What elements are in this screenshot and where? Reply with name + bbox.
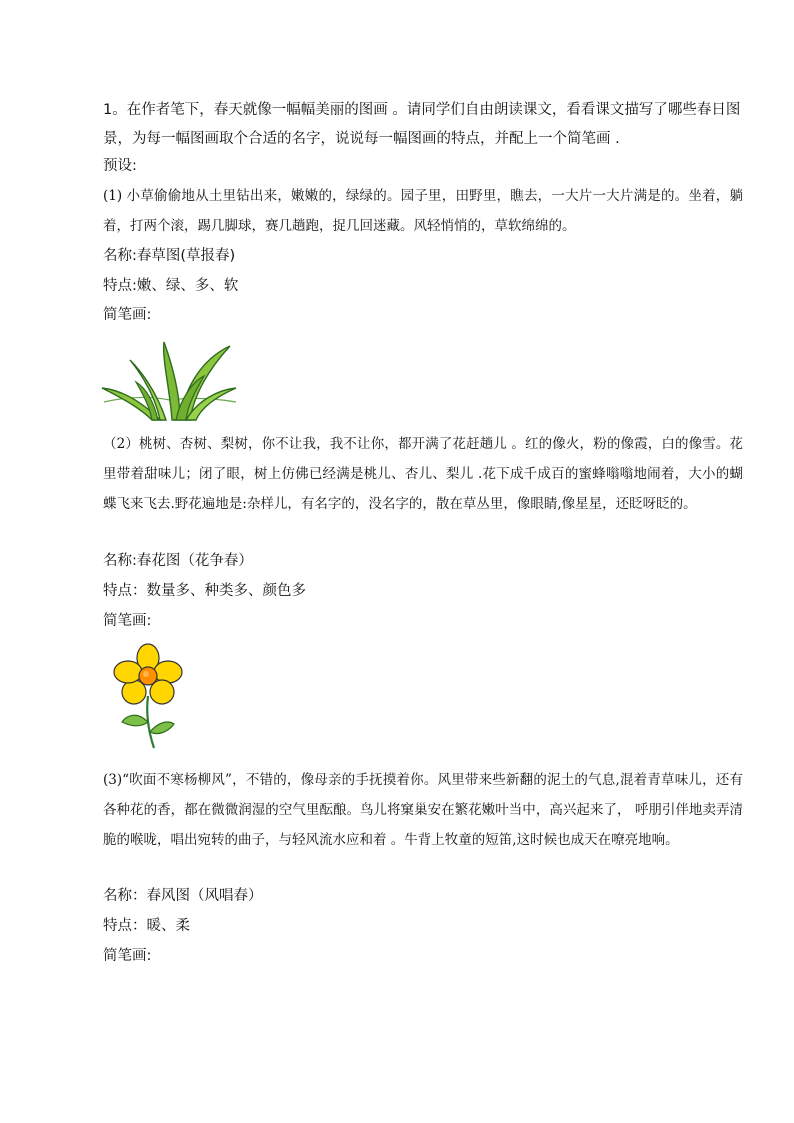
intro-paragraph: 1。在作者笔下，春天就像一幅幅美丽的图画 。请同学们自由朗读课文，看看课文描写了哪些春日图景，为每一幅图画取个合适的名字，说说每一幅图画的特点，并配上一个简笔画 . bbox=[103, 102, 741, 147]
section-3-feature: 特点：暖、柔 bbox=[103, 918, 190, 934]
section-1-name: 名称:春草图(草报春) bbox=[103, 248, 236, 264]
preset-label: 预设: bbox=[103, 158, 137, 174]
flower-sketch-icon bbox=[110, 640, 190, 752]
section-3-sketch-label: 简笔画: bbox=[103, 948, 152, 964]
section-2-feature: 特点：数量多、种类多、颜色多 bbox=[103, 583, 306, 599]
section-2-name: 名称:春花图（花争春） bbox=[103, 553, 253, 569]
section-3-text: (3)“吹面不寒杨柳风”，不错的，像母亲的手抚摸着你。风里带来些新翻的泥土的气息,混着青草味儿，还有各种花的香，都在微微润湿的空气里酝酿。鸟儿将窠巢安在繁花嫩叶当中，高兴起来了， 呼朋引伴地卖弄清脆的喉咙，唱出宛转的曲子，与轻风流水应和着 。牛背上牧童的短笛,这时候也成天在嘹亮地响。 bbox=[103, 772, 743, 848]
section-3-name: 名称：春风图（风唱春） bbox=[103, 888, 263, 904]
grass-sketch-icon bbox=[100, 340, 240, 422]
section-2-sketch-label: 简笔画: bbox=[103, 613, 152, 629]
section-2-text: （2）桃树、杏树、梨树，你不让我，我不让你，都开满了花赶趟儿 。红的像火，粉的像霞，白的像雪。花里带着甜味儿；闭了眼，树上仿佛已经满是桃儿、杏儿、梨儿 .花下成千成百的蜜蜂嗡嗡地闹着，大小的蝴蝶飞来飞去.野花遍地是:杂样儿，有名字的，没名字的，散在草丛里，像眼睛,像星星，还眨呀眨的。 bbox=[103, 436, 743, 512]
section-1-text: (1) 小草偷偷地从土里钻出来，嫩嫩的，绿绿的。园子里，田野里，瞧去，一大片一大片满是的。坐着，躺着，打两个滚，踢几脚球，赛几趟跑，捉几回迷藏。风轻悄悄的，草软绵绵的。 bbox=[103, 188, 743, 234]
section-1-sketch-label: 简笔画: bbox=[103, 307, 152, 323]
section-1-feature: 特点:嫩、绿、多、软 bbox=[103, 278, 239, 294]
